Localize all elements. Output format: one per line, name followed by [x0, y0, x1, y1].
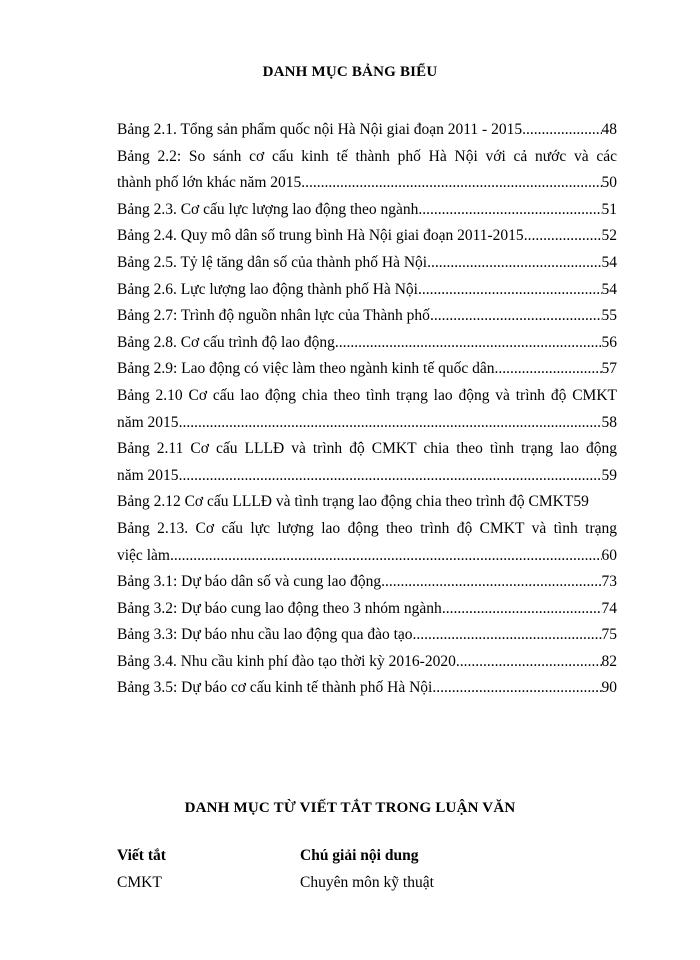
abbreviation-term: CMKT [117, 874, 162, 891]
table-entry-title: Bảng 2.8. Cơ cấu trình độ lao động [117, 333, 335, 351]
table-entry-line1: Bảng 2.11 Cơ cấu LLLĐ và trình độ CMKT chia theo tình trạng lao động [117, 440, 617, 458]
table-entry-line1: Bảng 2.13. Cơ cấu lực lượng lao động theo trình độ CMKT và tình trạng [117, 519, 617, 537]
table-entry [117, 117, 617, 144]
dot-leader [418, 277, 602, 304]
table-entry [117, 489, 617, 516]
table-entry-title: Bảng 2.12 Cơ cấu LLLĐ và tình trạng lao động chia theo trình độ CMKT [117, 493, 574, 511]
table-entry-page-number: 82 [601, 652, 617, 670]
table-entry-title: Bảng 3.2: Dự báo cung lao động theo 3 nhóm ngành [117, 599, 442, 617]
table-entry-page-number: 57 [601, 360, 617, 378]
dot-leader [418, 197, 601, 224]
table-entry-title: Bảng 2.9: Lao động có việc làm theo ngành kinh tế quốc dân [117, 360, 495, 378]
table-entry [117, 277, 617, 304]
table-entry-page-number: 52 [601, 227, 617, 245]
table-entry-page-number: 58 [601, 413, 617, 431]
table-entry [117, 675, 617, 702]
dot-leader [432, 675, 601, 702]
table-entry-title: Bảng 2.3. Cơ cấu lực lượng lao động theo ngành [117, 200, 419, 218]
table-entry-page-number: 60 [601, 546, 617, 564]
dot-leader [179, 410, 602, 437]
table-entry [117, 463, 617, 490]
table-entry-title: Bảng 2.6. Lực lượng lao động thành phố Hà Nội [117, 280, 418, 298]
table-entry-page-number: 90 [601, 679, 617, 697]
dot-leader [335, 330, 602, 357]
table-entry-title: năm 2015 [117, 413, 179, 431]
table-entry-title: thành phố lớn khác năm 2015 [117, 174, 302, 192]
table-entry-title: Bảng 2.5. Tỷ lệ tăng dân số của thành phố Hà Nội [117, 253, 428, 271]
dot-leader [381, 569, 601, 596]
tables-list-heading: DANH MỤC BẢNG BIỂU [262, 64, 438, 80]
table-entry [117, 649, 617, 676]
table-entry-page-number: 59 [573, 493, 589, 511]
table-entry-line1: Bảng 2.2: So sánh cơ cấu kinh tế thành phố Hà Nội với cả nước và các [117, 147, 617, 165]
table-entry-page-number: 54 [601, 280, 617, 298]
table-entry [117, 622, 617, 649]
table-entry [117, 596, 617, 623]
table-entry-page-number: 55 [601, 307, 617, 325]
abbreviation-column-header: Viết tắt [117, 847, 166, 864]
table-entry [117, 569, 617, 596]
table-entry-line1: Bảng 2.10 Cơ cấu lao động chia theo tình trạng lao động và trình độ CMKT [117, 386, 617, 404]
table-entry-page-number: 54 [601, 253, 617, 271]
table-entry [117, 223, 617, 250]
table-entry-title: Bảng 2.7: Trình độ nguồn nhân lực của Thành phố [117, 307, 430, 325]
table-entry-page-number: 75 [601, 626, 617, 644]
dot-leader [430, 303, 602, 330]
dot-leader [301, 170, 601, 197]
dot-leader [427, 250, 601, 277]
table-entry-page-number: 56 [601, 333, 617, 351]
table-entry-title: Bảng 3.5: Dự báo cơ cấu kinh tế thành phố Hà Nội [117, 679, 433, 697]
table-entry [117, 330, 617, 357]
table-entry-title: năm 2015 [117, 466, 179, 484]
table-entry-page-number: 50 [601, 174, 617, 192]
table-entry [117, 303, 617, 330]
table-entry [117, 356, 617, 383]
table-entry-page-number: 48 [601, 121, 617, 138]
table-entry-title: Bảng 2.1. Tổng sản phẩm quốc nội Hà Nội giai đoạn 2011 - 2015 [117, 121, 523, 138]
dot-leader [442, 596, 602, 623]
table-entry-page-number: 51 [601, 200, 617, 218]
table-entry [117, 250, 617, 277]
dot-leader [179, 463, 602, 490]
dot-leader [522, 117, 601, 144]
table-entry-title: Bảng 3.4. Nhu cầu kinh phí đào tạo thời kỳ 2016-2020 [117, 652, 456, 670]
dot-leader [413, 622, 602, 649]
dot-leader [456, 649, 602, 676]
dot-leader [524, 223, 602, 250]
table-entry-title: Bảng 3.3: Dự báo nhu cầu lao động qua đào tạo [117, 626, 413, 644]
table-entry-page-number: 74 [601, 599, 617, 617]
tables-list [117, 117, 617, 702]
table-entry [117, 410, 617, 437]
abbreviations-heading: DANH MỤC TỪ VIẾT TẮT TRONG LUẬN VĂN [184, 800, 516, 816]
table-entry-title: việc làm [117, 546, 170, 564]
table-entry-title: Bảng 3.1: Dự báo dân số và cung lao động [117, 573, 382, 591]
table-entry-title: Bảng 2.4. Quy mô dân số trung bình Hà Nội giai đoạn 2011-2015 [117, 227, 524, 245]
table-entry-page-number: 73 [601, 573, 617, 591]
abbreviations-table [117, 842, 617, 896]
table-entry-page-number: 59 [601, 466, 617, 484]
abbreviation-row [117, 869, 617, 896]
table-entry [117, 170, 617, 197]
meaning-column-header: Chú giải nội dung [300, 847, 419, 864]
dot-leader [170, 543, 602, 570]
abbreviation-meaning: Chuyên môn kỹ thuật [300, 874, 434, 891]
table-entry [117, 543, 617, 570]
abbreviations-header-row [117, 842, 617, 869]
dot-leader [495, 356, 602, 383]
table-entry [117, 197, 617, 224]
